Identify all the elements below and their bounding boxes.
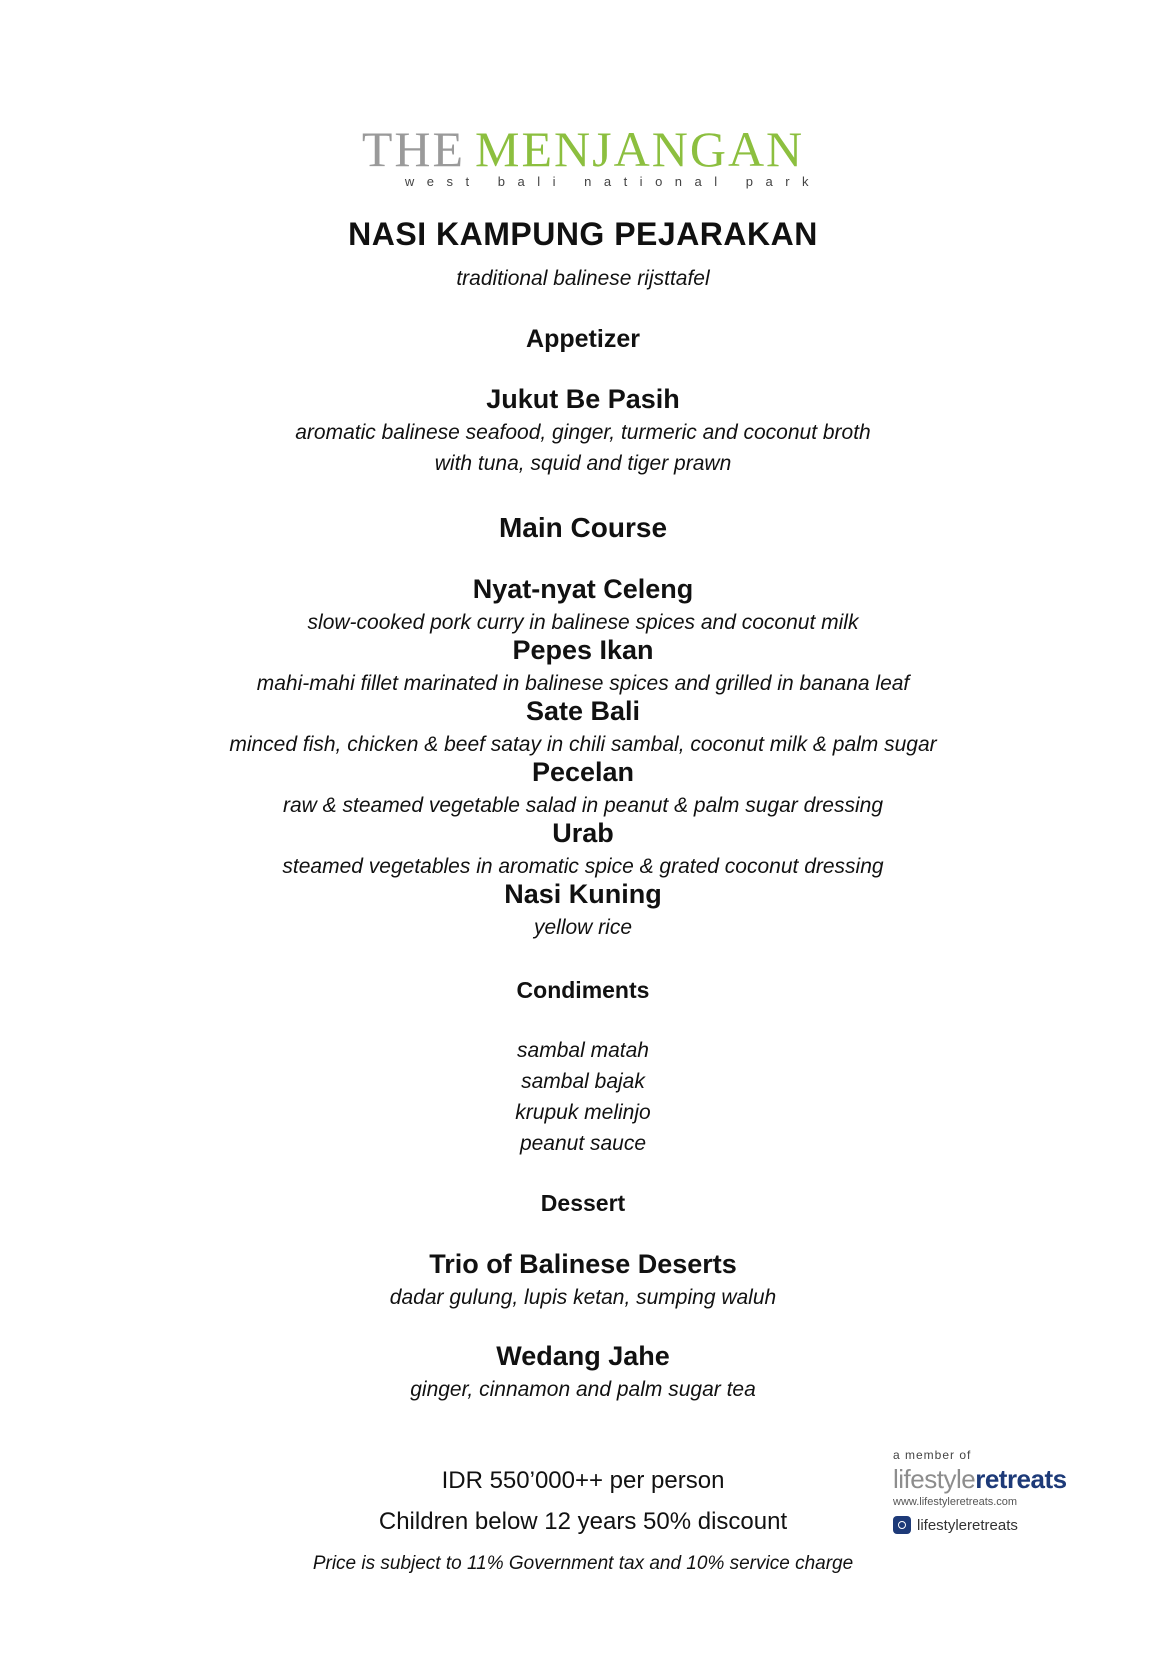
price-per-person: IDR 550’000++ per person — [441, 1467, 725, 1494]
member-url: www.lifestyleretreats.com — [893, 1496, 1018, 1508]
main-dish-name: Nyat-nyat Celeng — [472, 574, 694, 604]
dessert-desc: dadar gulung, lupis ketan, sumping waluh — [389, 1286, 777, 1309]
main-dish-desc: minced fish, chicken & beef satay in chili sambal, coconut milk & palm sugar — [229, 733, 937, 756]
appetizer-heading: Appetizer — [526, 325, 640, 353]
brand-bold: retreats — [975, 1464, 1067, 1494]
main-dish-desc: yellow rice — [533, 916, 633, 939]
main-dish-name: Pecelan — [531, 757, 635, 787]
logo-the: THE — [361, 121, 466, 177]
main-course-heading: Main Course — [498, 512, 668, 543]
condiment-item: peanut sauce — [519, 1132, 647, 1155]
main-dish-name: Nasi Kuning — [504, 879, 662, 909]
dessert-desc: ginger, cinnamon and palm sugar tea — [410, 1378, 756, 1401]
appetizer-dish-name: Jukut Be Pasih — [486, 384, 680, 414]
condiment-item: krupuk melinjo — [515, 1101, 651, 1124]
dessert-heading: Dessert — [540, 1190, 626, 1216]
main-dish-desc: mahi-mahi fillet marinated in balinese spices and grilled in banana leaf — [256, 672, 910, 695]
menu-title: NASI KAMPUNG PEJARAKAN — [348, 216, 818, 252]
appetizer-dish-desc-1: aromatic balinese seafood, ginger, turmeric and coconut broth — [295, 421, 871, 444]
main-dish-desc: raw & steamed vegetable salad in peanut & palm sugar dressing — [282, 794, 884, 817]
menjangan-logo — [0, 122, 1166, 189]
main-dish-desc: slow-cooked pork curry in balinese spices and coconut milk — [307, 611, 859, 634]
tax-note: Price is subject to 11% Government tax and 10% service charge — [312, 1553, 854, 1574]
condiment-item: sambal bajak — [521, 1070, 645, 1093]
lifestyle-retreats-badge — [893, 1448, 1093, 1534]
instagram-icon — [893, 1516, 911, 1534]
logo-name: MENJANGAN — [475, 121, 805, 177]
appetizer-dish-desc-2: with tuna, squid and tiger prawn — [434, 452, 732, 475]
main-dish-name: Pepes Ikan — [512, 635, 654, 665]
condiments-heading: Condiments — [516, 977, 650, 1003]
main-dish-name: Urab — [552, 818, 614, 848]
member-label: a member of — [893, 1448, 972, 1462]
brand-logo — [893, 1464, 1093, 1494]
menu-tagline: traditional balinese rijsttafel — [456, 267, 710, 290]
brand-light: lifestyle — [893, 1464, 976, 1494]
main-dish-name: Sate Bali — [525, 696, 641, 726]
children-discount: Children below 12 years 50% discount — [378, 1508, 788, 1535]
main-dish-desc: steamed vegetables in aromatic spice & grated coconut dressing — [282, 855, 884, 878]
dessert-name: Wedang Jahe — [496, 1341, 670, 1371]
instagram-handle-row — [893, 1516, 1093, 1534]
logo-subtitle: west bali national park — [404, 174, 822, 189]
condiment-item: sambal matah — [517, 1039, 649, 1062]
dessert-name: Trio of Balinese Deserts — [429, 1249, 737, 1279]
instagram-handle: lifestyleretreats — [917, 1516, 1018, 1534]
